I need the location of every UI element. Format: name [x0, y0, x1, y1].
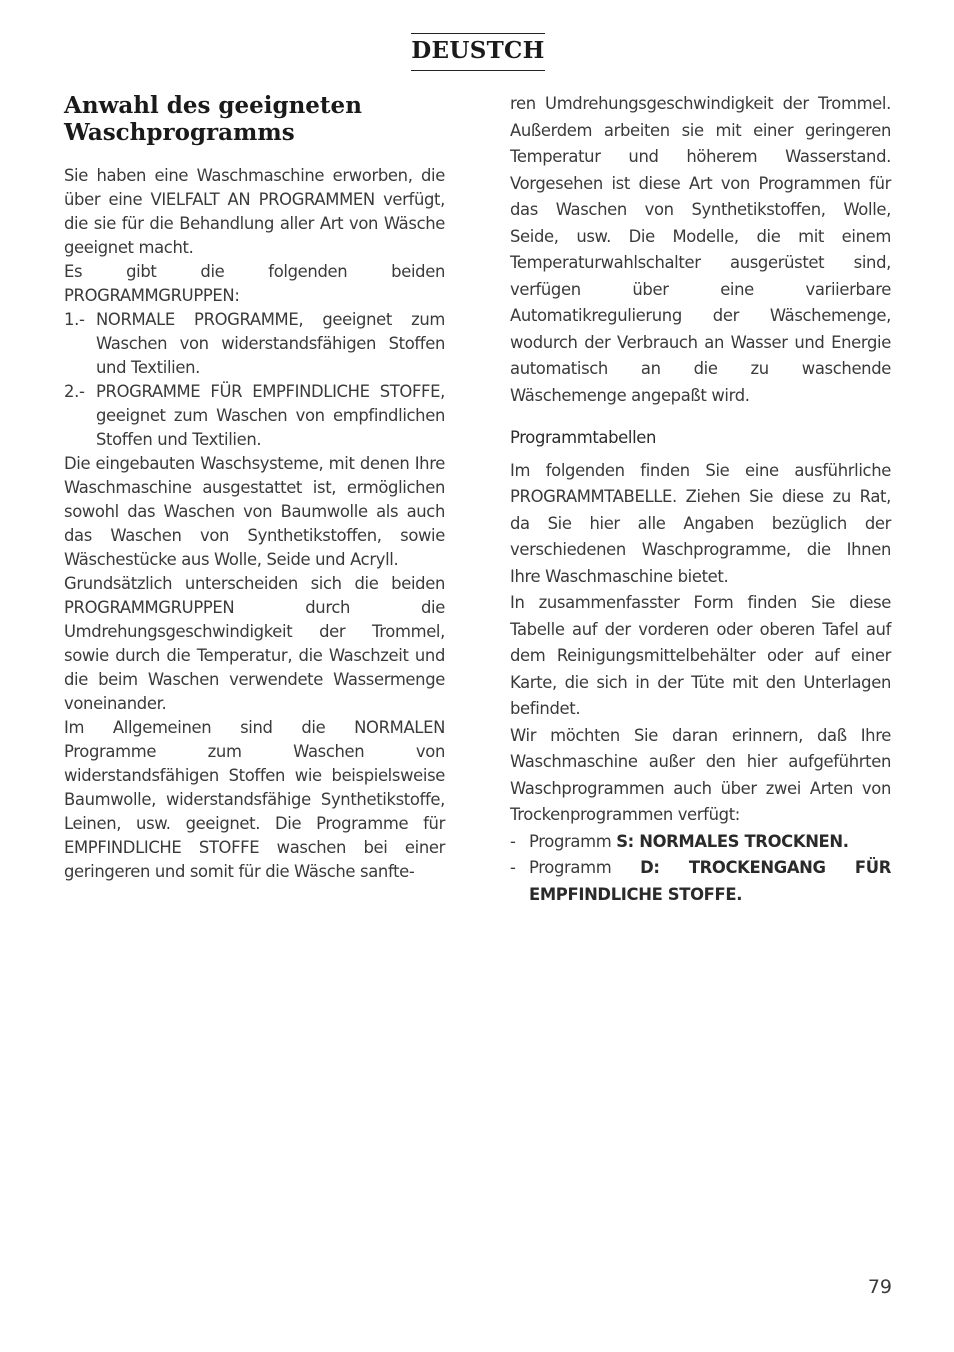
list-item-program-d [510, 855, 891, 908]
list-item-text [529, 855, 891, 908]
program-tables-subheading: Programmtabellen [510, 428, 657, 447]
list-item-delicate-programs [64, 380, 445, 452]
list-marker: 1.- [64, 310, 85, 329]
program-table-paragraph: Im folgenden finden Sie eine ausführliche PROGRAMMTABELLE. Ziehen Sie diese zu Rat, da Sie hier alle Angaben bezüglich der verschiedenen Waschprogramme, die Ihnen Ihre Waschmaschine bietet. [510, 460, 891, 586]
list-item-program-s [510, 829, 891, 856]
program-groups-paragraph: Es gibt die folgenden beiden PROGRAMMGRUPPEN: [64, 262, 445, 305]
summary-table-paragraph: In zusammenfasster Form finden Sie diese Tabelle auf der vorderen oder oberen Tafel auf dem Reinigungsmittelbehälter oder auf einer Karte, die sich in der Tüte mit den Unterlagen befindet. [510, 593, 891, 718]
left-column [64, 92, 445, 884]
list-item-text [529, 829, 891, 856]
section-heading [64, 92, 445, 146]
wash-systems-paragraph: Die eingebauten Waschsysteme, mit denen Ihre Waschmaschine ausgestattet ist, ermöglichen sowohl das Waschen von Baumwolle als auch das Waschen von Synthetikstoffen, sowie Wäschestücke aus Wolle, Seide und Acryll. [64, 454, 445, 569]
list-marker: 2.- [64, 382, 85, 401]
intro-paragraph: Sie haben eine Waschmaschine erworben, die über eine VIELFALT AN PROGRAMMEN verfügt, die sie für die Behandlung aller Art von Wäsche geeignet macht. [64, 166, 445, 257]
program-s-label: S: NORMALES TROCKNEN. [616, 831, 849, 851]
list-item-text: NORMALE PROGRAMME, geeignet zum Waschen von widerstandsfähigen Stoffen und Textilien. [96, 310, 445, 377]
general-paragraph: Im Allgemeinen sind die NORMALEN Programme zum Waschen von widerstandsfähigen Stoffen wie beispielsweise Baumwolle, widerstandsfähige Synthetikstoffe, Leinen, usw. geeignet. Die Programme für EMPFINDLICHE STOFFE waschen bei einer geringeren und somit für die Wäsche sanfte- [64, 718, 445, 881]
drying-programs-paragraph: Wir möchten Sie daran erinnern, daß Ihre Waschmaschine außer den hier aufgeführten Waschprogrammen auch über zwei Arten von Trockenprogrammen verfügt: [510, 725, 891, 824]
program-prefix: Programm [529, 858, 641, 877]
list-item-normal-programs [64, 308, 445, 380]
dash-marker: - [510, 858, 516, 877]
continuation-paragraph: ren Umdrehungsgeschwindigkeit der Trommel. Außerdem arbeiten sie mit einer geringeren Temperatur und höherem Wasserstand. Vorgesehen ist diese Art von Programmen für das Waschen von Synthetikstoffen, Wolle, Seide, usw. Die Modelle, die mit einem Temperaturwahlschalter ausgerüstet sind, verfügen über eine variierbare Automatikregulierung der Wäschemenge, wodurch der Verbrauch an Wasser und Energie automatisch an die zu waschende Wäschemenge angepaßt wird. [510, 94, 891, 405]
differences-paragraph: Grundsätzlich unterscheiden sich die beiden PROGRAMMGRUPPEN durch die Umdrehungsgeschwindigkeit der Trommel, sowie durch die Temperatur, die Waschzeit und die beim Waschen verwendete Wassermenge voneinander. [64, 574, 445, 713]
language-header: DEUSTCH [411, 33, 545, 71]
program-d-label: D: TROCKENGANG FÜR EMPFINDLICHE STOFFE. [529, 858, 891, 904]
page-number: 79 [867, 1276, 892, 1298]
dash-marker: - [510, 831, 516, 851]
list-item-text: PROGRAMME FÜR EMPFINDLICHE STOFFE, geeignet zum Waschen von empfindlichen Stoffen und Textilien. [96, 382, 445, 449]
program-prefix: Programm [529, 831, 617, 851]
section-heading-line2: Waschprogramms [64, 119, 295, 146]
right-column [510, 91, 891, 908]
section-heading-line1: Anwahl des geeigneten [64, 92, 362, 119]
